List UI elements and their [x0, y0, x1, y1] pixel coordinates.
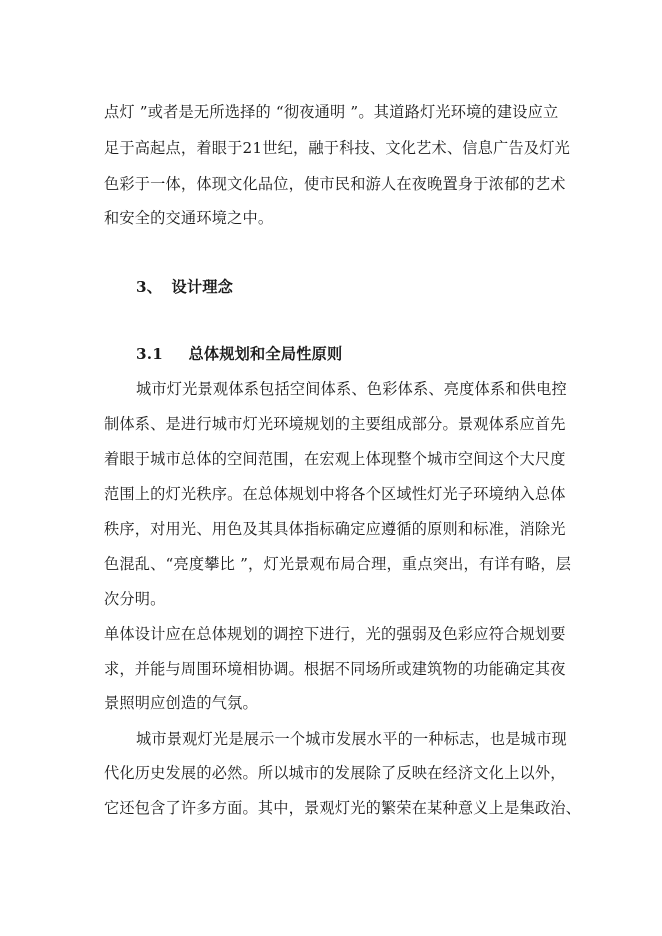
- subsection-number: 3.1: [136, 345, 164, 363]
- body-p1-line-5: 秩序，对用光、用色及其具体指标确定应遵循的原则和标准，消除光: [104, 520, 566, 538]
- body-p1-line-2: 制体系、是进行城市灯光环境规划的主要组成部分。景观体系应首先: [104, 415, 566, 433]
- body-p1-line-4: 范围上的灯光秩序。在总体规划中将各个区域性灯光子环境纳入总体: [104, 485, 566, 503]
- body-p1-line-7: 次分明。: [104, 590, 166, 608]
- subsection-title: 总体规划和全局性原则: [188, 345, 343, 363]
- intro-line-4: 和安全的交通环境之中。: [104, 209, 274, 227]
- body-p1-line-6: 色混乱、“亮度攀比 ”，灯光景观布局合理，重点突出，有详有略，层: [104, 555, 572, 573]
- body-p2-line-3: 景照明应创造的气氛。: [104, 694, 258, 712]
- body-p1-line-3: 着眼于城市总体的空间范围，在宏观上体现整个城市空间这个大尺度: [104, 450, 566, 468]
- body-p3-line-3: 它还包含了许多方面。其中，景观灯光的繁荣在某种意义上是集政治、: [104, 799, 582, 817]
- subsection-heading: [136, 344, 342, 364]
- body-p3-line-2: 代化历史发展的必然。所以城市的发展除了反映在经济文化上以外，: [104, 764, 566, 782]
- section-heading: [136, 277, 233, 297]
- body-p3-line-1: 城市景观灯光是展示一个城市发展水平的一种标志，也是城市现: [136, 730, 567, 748]
- body-p2-line-1: 单体设计应在总体规划的调控下进行，光的强弱及色彩应符合规划要: [104, 625, 566, 643]
- body-p2-line-2: 求，并能与周围环境相协调。根据不同场所或建筑物的功能确定其夜: [104, 660, 566, 678]
- section-number: 3、: [136, 278, 163, 296]
- intro-line-2: 足于高起点，着眼于21世纪，融于科技、文化艺术、信息广告及灯光: [104, 139, 570, 157]
- intro-line-1: 点灯 ”或者是无所选择的 “彻夜通明 ”。其道路灯光环境的建设应立: [104, 103, 559, 121]
- intro-line-3: 色彩于一体，体现文化品位，使市民和游人在夜晚置身于浓郁的艺术: [104, 175, 566, 193]
- body-p1-line-1: 城市灯光景观体系包括空间体系、色彩体系、亮度体系和供电控: [136, 380, 567, 398]
- section-title: 设计理念: [171, 278, 234, 296]
